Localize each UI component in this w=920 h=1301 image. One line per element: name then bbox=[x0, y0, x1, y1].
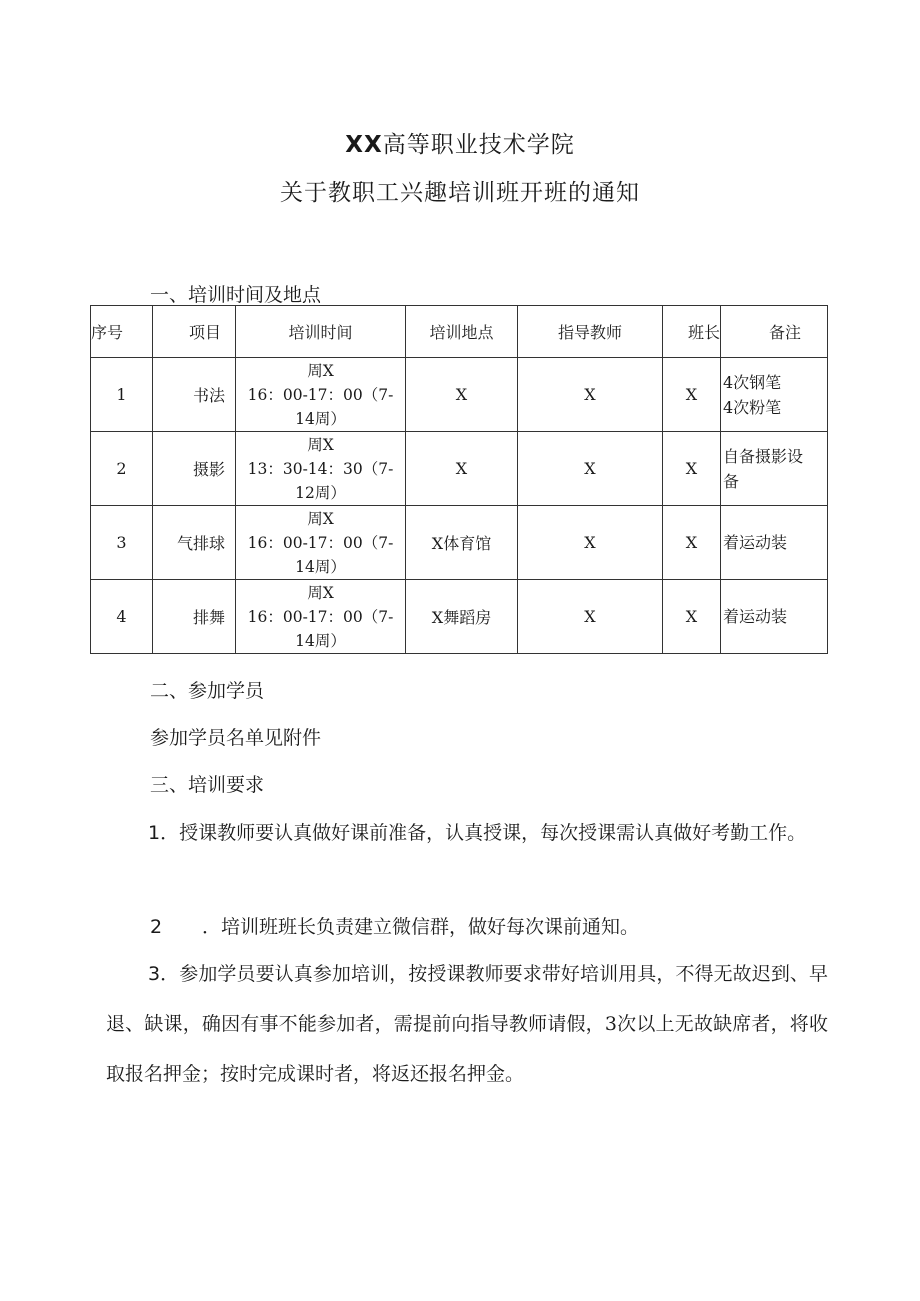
remark-line: 4次粉笔 bbox=[723, 397, 782, 417]
header-time: 培训时间 bbox=[236, 306, 406, 358]
cell-teacher: X bbox=[518, 580, 663, 654]
remark-line: 着运动装 bbox=[723, 533, 788, 552]
time-weeks: 14周） bbox=[295, 631, 346, 650]
cell-teacher: X bbox=[518, 432, 663, 506]
header-remark: 备注 bbox=[721, 306, 828, 358]
time-range: 16：00-17：00（7- bbox=[247, 385, 394, 404]
time-weeks: 12周） bbox=[295, 483, 346, 502]
cell-location: X体育馆 bbox=[406, 506, 518, 580]
cell-item: 排舞 bbox=[153, 580, 236, 654]
remark-line: 自备摄影设 bbox=[723, 446, 804, 466]
time-weekday: 周X bbox=[307, 583, 334, 602]
time-range: 16：00-17：00（7- bbox=[247, 533, 394, 552]
cell-time bbox=[236, 432, 406, 506]
cell-location: X舞蹈房 bbox=[406, 580, 518, 654]
cell-location: X bbox=[406, 358, 518, 432]
requirement-number: 3 bbox=[148, 963, 161, 985]
remark-line: 备 bbox=[723, 471, 740, 491]
remark-line: 着运动装 bbox=[723, 607, 788, 626]
requirement-item bbox=[106, 949, 828, 1099]
document-title bbox=[0, 126, 920, 159]
cell-time bbox=[236, 358, 406, 432]
requirement-item bbox=[106, 808, 828, 858]
time-weekday: 周X bbox=[307, 509, 334, 528]
cell-remark bbox=[721, 358, 828, 432]
cell-monitor: X bbox=[663, 580, 721, 654]
cell-remark bbox=[721, 580, 828, 654]
cell-teacher: X bbox=[518, 358, 663, 432]
section-3-heading: 三、培训要求 bbox=[150, 774, 265, 796]
time-weeks: 14周） bbox=[295, 557, 346, 576]
header-teacher: 指导教师 bbox=[518, 306, 663, 358]
training-schedule-table bbox=[90, 305, 828, 654]
cell-item: 气排球 bbox=[153, 506, 236, 580]
requirement-text: ．参加学员要认真参加培训，按授课教师要求带好培训用具，不得无故迟到、早退、缺课，确因有事不能参加者，需提前向指导教师请假，3次以上无故缺席者，将收取报名押金；按时完成课时者，将返还报名押金。 bbox=[106, 963, 828, 1085]
table-row bbox=[91, 432, 828, 506]
section-1-heading: 一、培训时间及地点 bbox=[150, 284, 322, 306]
table-row bbox=[91, 358, 828, 432]
cell-item: 书法 bbox=[153, 358, 236, 432]
time-weeks: 14周） bbox=[295, 409, 346, 428]
time-range: 16：00-17：00（7- bbox=[247, 607, 394, 626]
cell-location: X bbox=[406, 432, 518, 506]
header-monitor: 班长 bbox=[663, 306, 721, 358]
header-location: 培训地点 bbox=[406, 306, 518, 358]
time-weekday: 周X bbox=[307, 435, 334, 454]
cell-time bbox=[236, 506, 406, 580]
table-header-row bbox=[91, 306, 828, 358]
remark-line: 4次钢笔 bbox=[723, 372, 782, 392]
header-item: 项目 bbox=[153, 306, 236, 358]
cell-no: 4 bbox=[91, 580, 153, 654]
cell-no: 2 bbox=[91, 432, 153, 506]
section-2-heading: 二、参加学员 bbox=[150, 680, 265, 702]
cell-item: 摄影 bbox=[153, 432, 236, 506]
org-name: 高等职业技术学院 bbox=[382, 132, 575, 158]
table-row bbox=[91, 580, 828, 654]
requirement-number: 2 bbox=[150, 916, 163, 938]
cell-no: 3 bbox=[91, 506, 153, 580]
cell-monitor: X bbox=[663, 506, 721, 580]
header-no: 序号 bbox=[91, 306, 153, 358]
cell-remark bbox=[721, 432, 828, 506]
section-2-body: 参加学员名单见附件 bbox=[150, 727, 322, 749]
requirement-number: 1 bbox=[148, 822, 161, 844]
requirement-text: ．授课教师要认真做好课前准备，认真授课，每次授课需认真做好考勤工作。 bbox=[160, 822, 807, 844]
org-prefix: XX bbox=[345, 132, 383, 158]
cell-no: 1 bbox=[91, 358, 153, 432]
table-row bbox=[91, 506, 828, 580]
time-weekday: 周X bbox=[307, 361, 334, 380]
requirement-item bbox=[150, 902, 830, 952]
time-range: 13：30-14：30（7- bbox=[247, 459, 394, 478]
cell-teacher: X bbox=[518, 506, 663, 580]
cell-monitor: X bbox=[663, 358, 721, 432]
cell-monitor: X bbox=[663, 432, 721, 506]
document-subtitle: 关于教职工兴趣培训班开班的通知 bbox=[280, 180, 640, 206]
requirement-text: ．培训班班长负责建立微信群，做好每次课前通知。 bbox=[202, 916, 640, 938]
cell-time bbox=[236, 580, 406, 654]
cell-remark bbox=[721, 506, 828, 580]
